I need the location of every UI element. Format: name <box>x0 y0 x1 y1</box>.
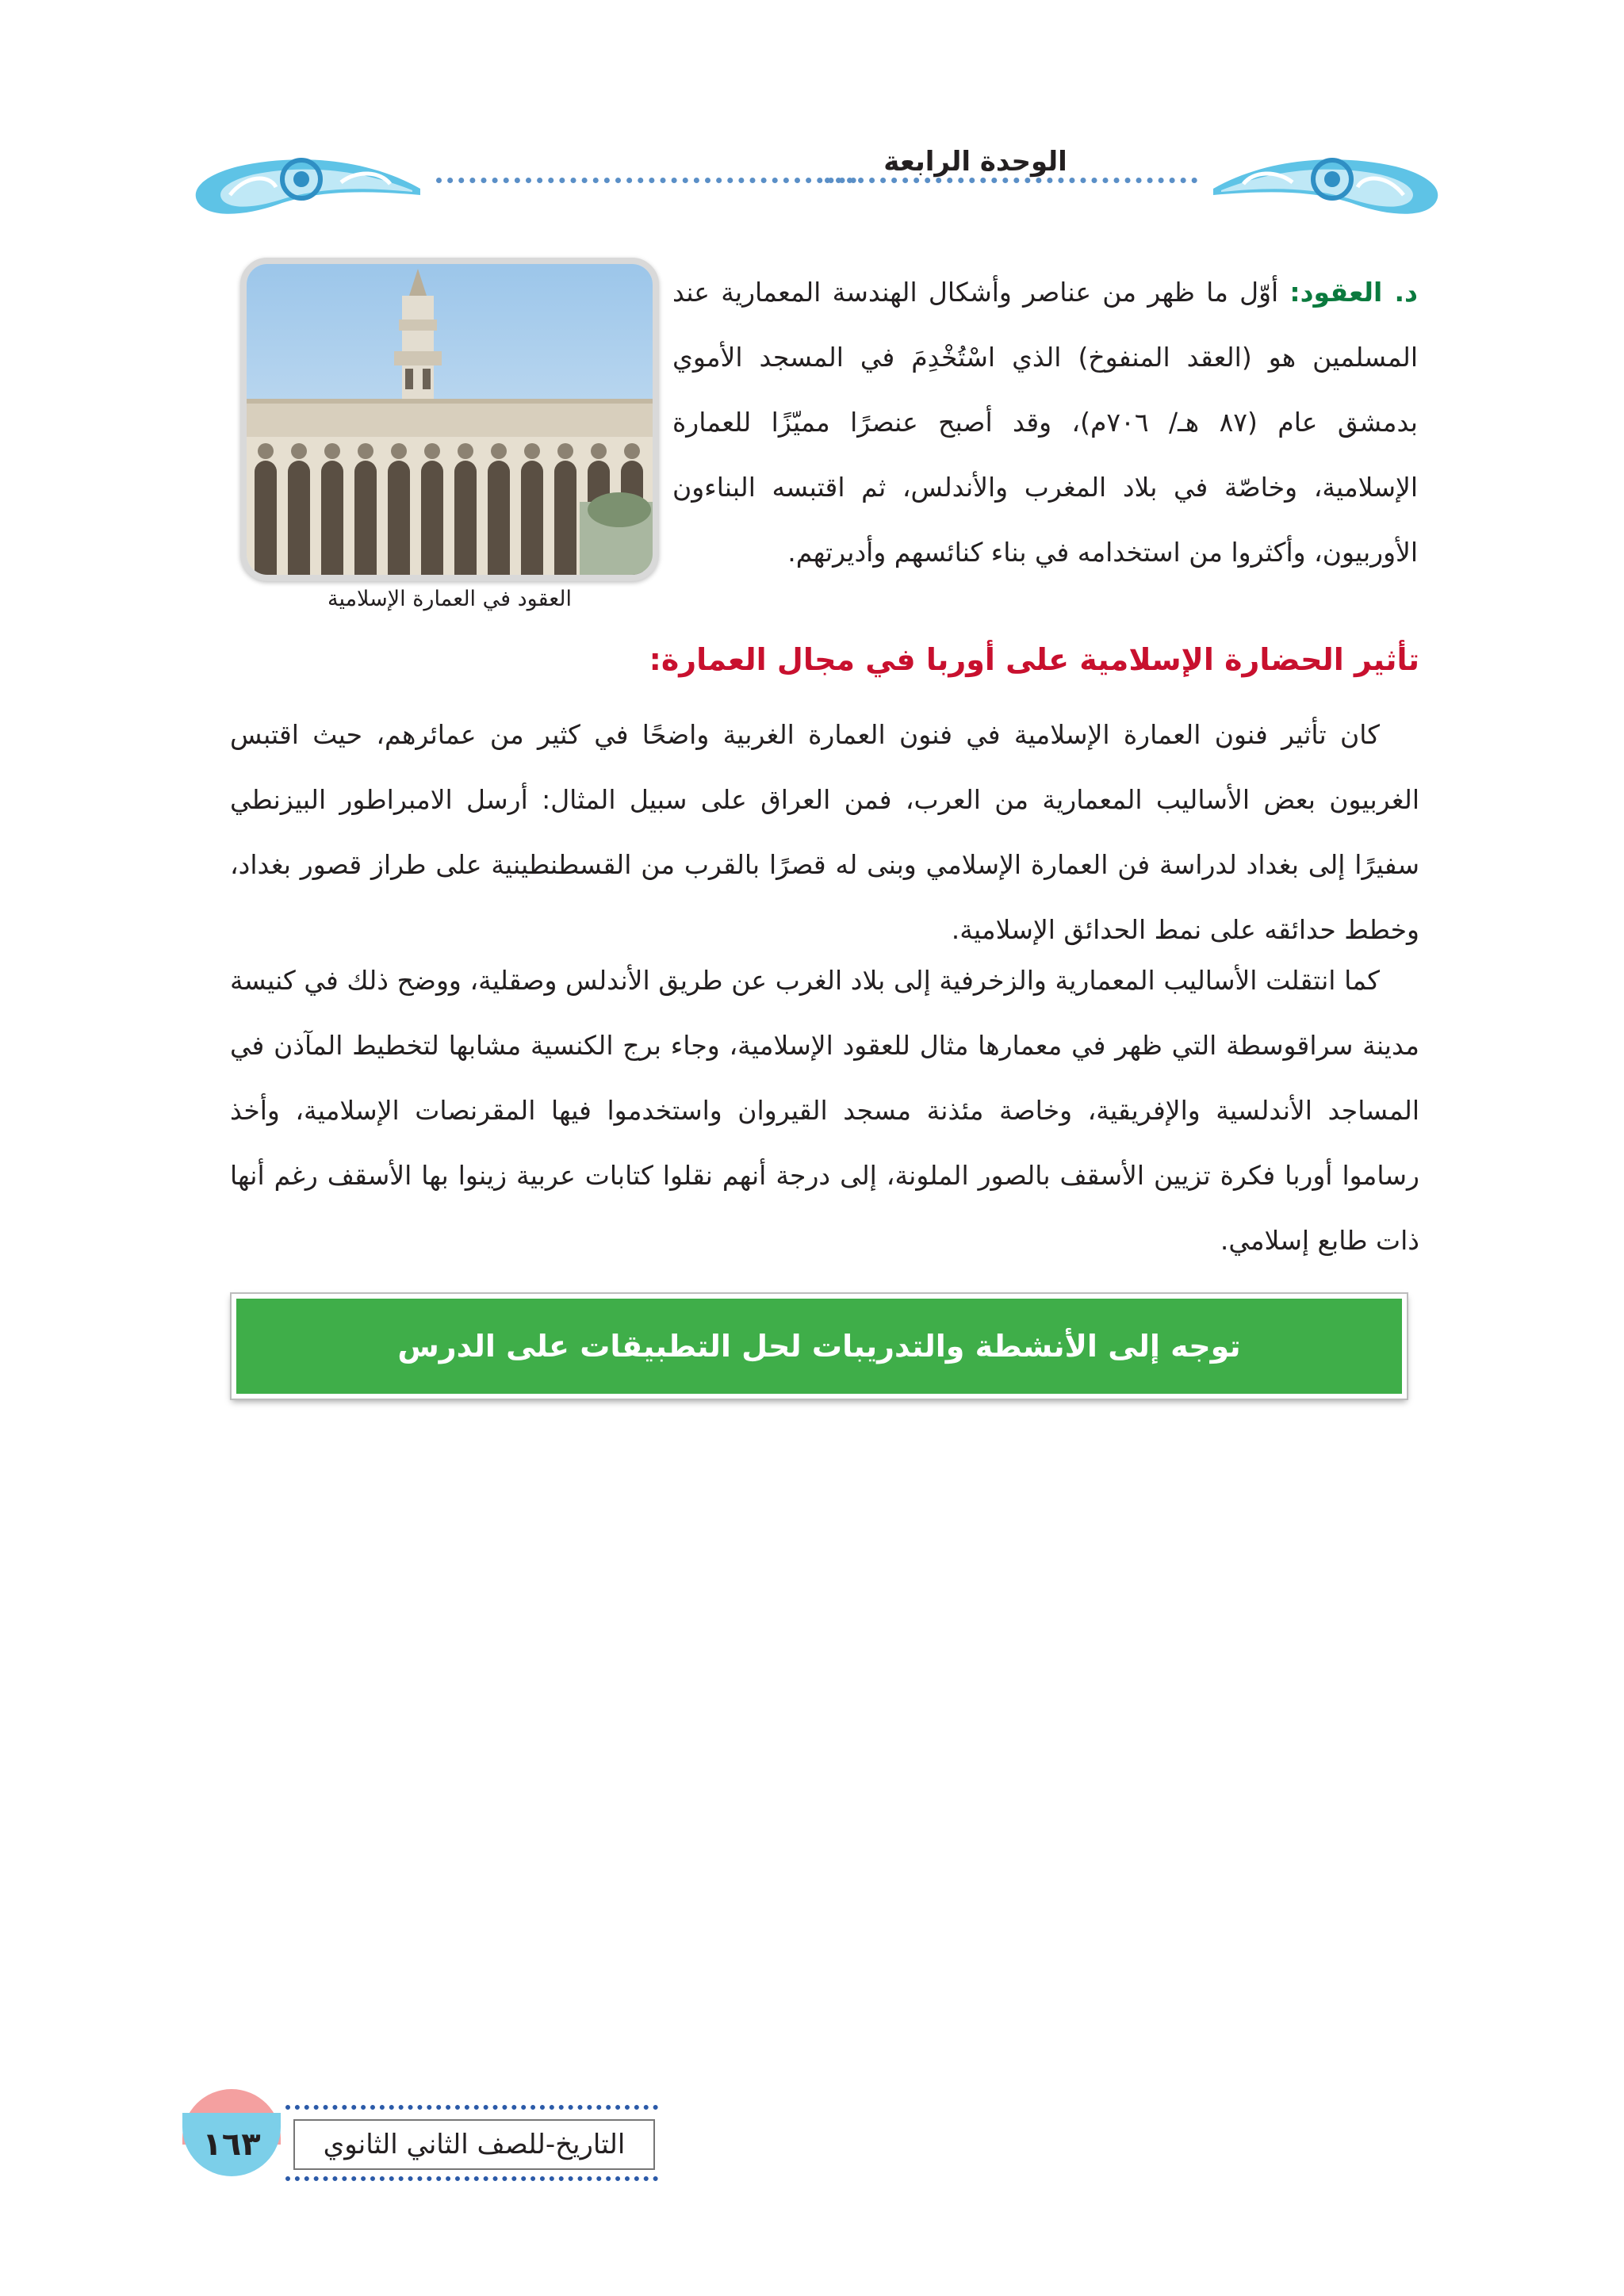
influence-paragraph-1: كان تأثير فنون العمارة الإسلامية في فنون العمارة الغربية واضحًا في كثير من عمائرهم، حيث اقتبس الغربيون بعض الأساليب المعمارية من العرب، فمن العراق على سبيل المثال: أرسل الامبراطور البيزنطي سفيرًا إلى بغداد لدراسة فن العمارة الإسلامي وبنى له قصرًا بالقرب من القسطنطينية على طراز قصور بغداد، وخطط حدائقه على نمط الحدائق الإسلامية. <box>230 719 1419 945</box>
arches-paragraph <box>672 260 1418 585</box>
page-footer <box>174 2089 666 2184</box>
page-number: ١٦٣ <box>202 2126 261 2163</box>
unit-title: الوحدة الرابعة <box>883 146 1067 178</box>
influence-paragraph-2: كما انتقلت الأساليب المعمارية والزخرفية إلى بلاد الغرب عن طريق الأندلس وصقلية، ووضح ذلك في كنيسة مدينة سراقوسطة التي ظهر في معمارها مثال للعقود الإسلامية، وجاء برج الكنسية مشابها لتخطيط المآذن في المساجد الأندلسية والإفريقية، وخاصة مئذنة مسجد القيروان واستخدموا فيها المقرنصات الإسلامية، وأخذ رساموا أوربا فكرة تزيين الأسقف بالصور الملونة، إلى درجة أنهم نقلوا كتابات عربية زينوا بها الأسقف رغم أنها ذات طابع إسلامي. <box>230 965 1419 1256</box>
photo-caption: العقود في العمارة الإسلامية <box>327 587 573 611</box>
mosque-illustration <box>247 264 653 575</box>
arches-text: أوّل ما ظهر من عناصر وأشكال الهندسة المعمارية عند المسلمين هو (العقد المنفوخ) الذي اسْتُخْدِمَ في المسجد الأموي بدمشق عام (٨٧ هـ/ ٧٠٦م)، وقد أصبح عنصرًا مميّزًا للعمارة الإسلامية، وخاصّة في بلاد المغرب والأندلس، ثم اقتبسه البناءون الأوربيون، وأكثروا من استخدامه في بناء كنائسهم وأديرتهم. <box>672 277 1418 568</box>
mosque-arches-photo <box>240 258 659 581</box>
section-heading: تأثير الحضارة الإسلامية على أوربا في مجال العمارة: <box>649 642 1419 677</box>
page-header <box>182 135 1451 230</box>
footer-dotted-rule-top <box>285 2105 658 2110</box>
header-ornament-right-icon <box>1205 143 1451 222</box>
arches-lead: د. العقود: <box>1289 277 1418 308</box>
book-title: التاريخ-للصف الثاني الثانوي <box>293 2119 655 2170</box>
activities-banner <box>232 1294 1407 1399</box>
header-dotted-rule-left <box>436 178 856 183</box>
footer-dotted-rule-bottom <box>285 2176 658 2181</box>
header-dotted-rule-right <box>825 178 1197 183</box>
activities-banner-text: توجه إلى الأنشطة والتدريبات لحل التطبيقات على الدرس <box>397 1329 1241 1364</box>
page-number-badge <box>182 2113 281 2176</box>
header-ornament-left-icon <box>182 143 428 222</box>
